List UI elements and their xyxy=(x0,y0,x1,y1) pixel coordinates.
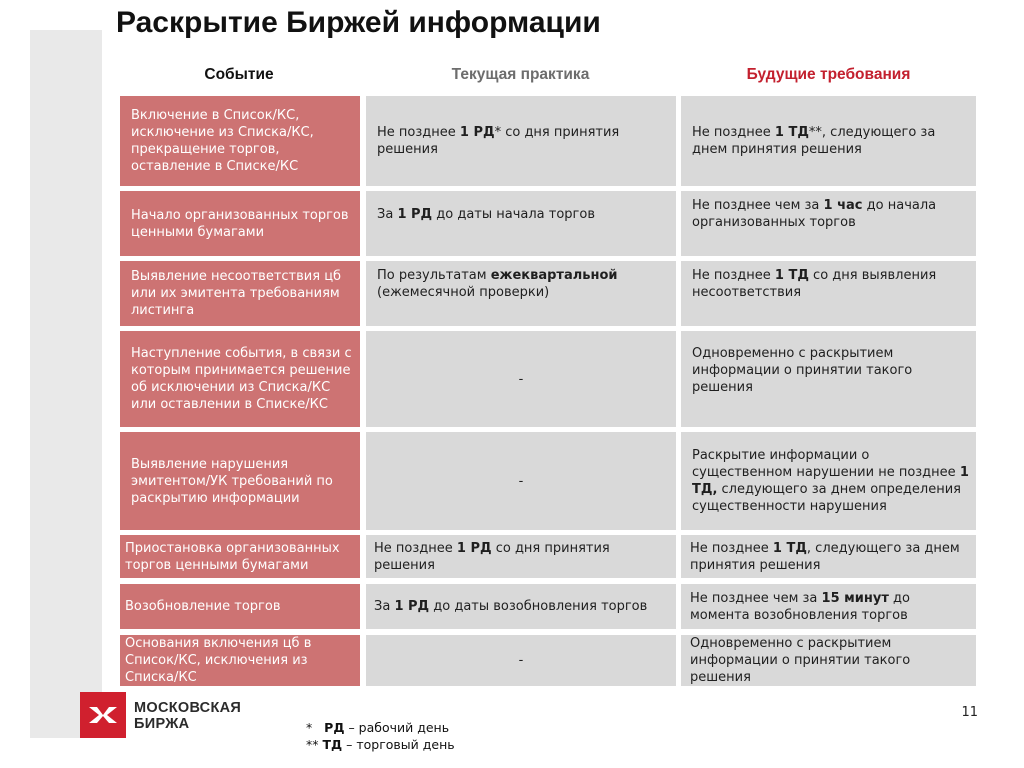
footnote-td: ** ТД – торговый день xyxy=(306,737,455,752)
event-cell-disclosure-violation xyxy=(120,432,360,530)
dash-text: - xyxy=(518,473,524,489)
event-label: Основания включения цб в Список/КС, исключения из Списка/КС xyxy=(125,636,312,685)
current-cell-disclosure-violation xyxy=(366,432,676,530)
event-cell-resumption xyxy=(120,584,360,629)
current-cell-grounds xyxy=(366,635,676,686)
event-cell-mismatch xyxy=(120,261,360,326)
header-future-requirements: Будущие требования xyxy=(746,66,911,83)
future-text: Не позднее 1 ТД со дня выявления несоответствия xyxy=(692,268,937,300)
event-cell-start-trading xyxy=(120,191,360,256)
event-label: Приостановка организованных торгов ценными бумагами xyxy=(125,540,340,573)
future-text: Не позднее чем за 15 минут до момента возобновления торгов xyxy=(690,590,910,623)
dash-text: - xyxy=(518,653,524,668)
header-event: Событие xyxy=(204,66,274,83)
event-cell-suspension xyxy=(120,535,360,578)
future-text: Не позднее 1 ТД**, следующего за днем принятия решения xyxy=(692,125,936,157)
event-label: Возобновление торгов xyxy=(125,599,281,614)
current-cell-mismatch xyxy=(366,261,676,326)
future-text: Не позднее 1 ТД, следующего за днем принятия решения xyxy=(690,540,960,573)
page-number: 11 xyxy=(961,705,978,720)
future-cell-suspension xyxy=(681,535,976,578)
current-cell-inclusion xyxy=(366,96,676,186)
current-cell-resumption xyxy=(366,584,676,629)
current-text: За 1 РД до даты возобновления торгов xyxy=(374,599,648,614)
logo-mark-icon xyxy=(80,692,126,738)
future-text: Не позднее чем за 1 час до начала организованных торгов xyxy=(692,198,937,230)
event-cell-grounds xyxy=(120,635,360,686)
future-cell-disclosure-violation xyxy=(681,432,976,530)
current-text: Не позднее 1 РД со дня принятия решения xyxy=(374,540,610,573)
dash-text: - xyxy=(518,371,524,387)
future-cell-mismatch xyxy=(681,261,976,326)
page-title: Раскрытие Биржей информации xyxy=(116,6,601,39)
current-cell-exclusion-event xyxy=(366,331,676,427)
event-label: Выявление несоответствия цб или их эмитента требованиям листинга xyxy=(131,269,342,318)
logo-line-2: БИРЖА xyxy=(134,716,190,732)
footnotes xyxy=(306,719,455,753)
event-label: Включение в Список/КС, исключение из Списка/КС, прекращение торгов, оставление в Списке/КС xyxy=(131,108,314,174)
logo-line-1: МОСКОВСКАЯ xyxy=(134,700,242,716)
event-cell-exclusion-event xyxy=(120,331,360,427)
future-text: Одновременно с раскрытием информации о принятии такого решения xyxy=(692,346,913,395)
future-cell-grounds xyxy=(681,635,976,686)
moex-logo-icon xyxy=(80,692,126,738)
future-cell-start-trading xyxy=(681,191,976,256)
logo-wordmark xyxy=(134,700,241,732)
current-text: По результатам ежеквартальной (ежемесячной проверки) xyxy=(377,268,618,300)
event-label: Начало организованных торгов ценными бумагами xyxy=(131,207,349,240)
event-label: Выявление нарушения эмитентом/УК требований по раскрытию информации xyxy=(131,456,333,506)
future-text: Одновременно с раскрытием информации о принятии такого решения xyxy=(690,636,911,685)
event-cell-inclusion xyxy=(120,96,360,186)
left-side-panel xyxy=(30,30,102,738)
event-label: Наступление события, в связи с которым принимается решение об исключении из Списка/КС или оставлении в Списке/КС xyxy=(131,346,352,412)
footnote-rd: * РД – рабочий день xyxy=(306,720,450,735)
future-cell-inclusion xyxy=(681,96,976,186)
future-text: Раскрытие информации о существенном нарушении не позднее 1 ТД, следующего за днем определения существенности нарушения xyxy=(692,448,969,514)
future-cell-resumption xyxy=(681,584,976,629)
current-cell-suspension xyxy=(366,535,676,578)
current-text: За 1 РД до даты начала торгов xyxy=(377,207,595,222)
current-cell-start-trading xyxy=(366,191,676,256)
current-text: Не позднее 1 РД* со дня принятия решения xyxy=(377,125,620,157)
future-cell-exclusion-event xyxy=(681,331,976,427)
header-current-practice: Текущая практика xyxy=(451,66,590,83)
